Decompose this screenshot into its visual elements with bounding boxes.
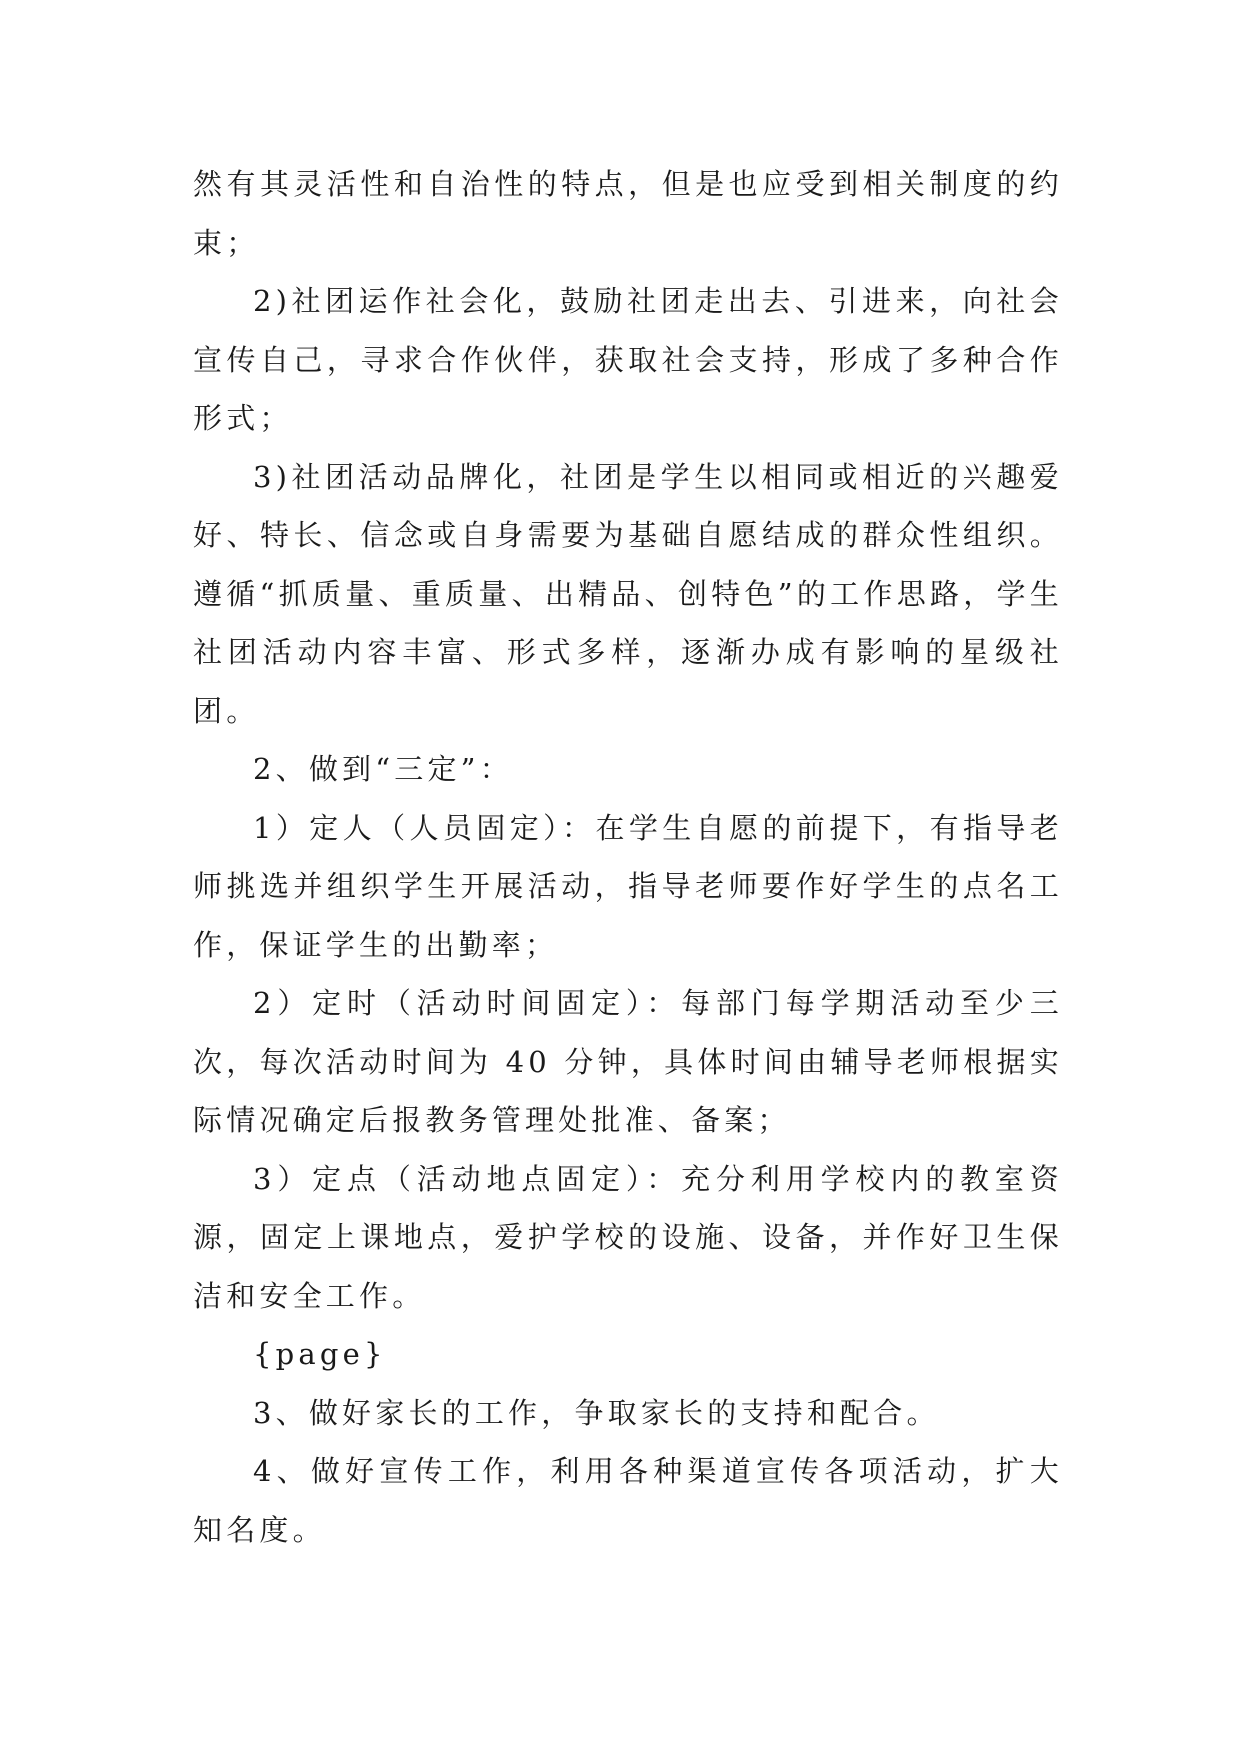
section-heading-three-fixed: 2、做到“三定”： — [253, 752, 513, 786]
paragraph-parents: 3、做好家长的工作，争取家长的支持和配合。 — [253, 1395, 940, 1430]
paragraph-1: 然有其灵活性和自治性的特点，但是也应受到相关制度的约束； — [193, 167, 1063, 260]
paragraph-2: 2)社团运作社会化，鼓励社团走出去、引进来，向社会宣传自己，寻求合作伙伴，获取社会支持，形成了多种合作形式； — [193, 284, 1063, 435]
page-marker: {page} — [253, 1337, 387, 1371]
paragraph-fixed-place: 3）定点（活动地点固定）：充分利用学校内的教室资源，固定上课地点，爱护学校的设施、设备，并作好卫生保洁和安全工作。 — [193, 1161, 1063, 1313]
paragraph-3: 3)社团活动品牌化，社团是学生以相同或相近的兴趣爱好、特长、信念或自身需要为基础自愿结成的群众性组织。遵循“抓质量、重质量、出精品、创特色”的工作思路，学生社团活动内容丰富、形式多样，逐渐办成有影响的星级社团。 — [193, 459, 1063, 728]
document-body — [193, 155, 1063, 1559]
paragraph-publicity: 4、做好宣传工作，利用各种渠道宣传各项活动，扩大知名度。 — [193, 1454, 1063, 1547]
paragraph-fixed-people: 1）定人（人员固定）：在学生自愿的前提下，有指导老师挑选并组织学生开展活动，指导老师要作好学生的点名工作，保证学生的出勤率； — [193, 810, 1063, 962]
paragraph-fixed-time: 2）定时（活动时间固定）：每部门每学期活动至少三次，每次活动时间为 40 分钟，具体时间由辅导老师根据实际情况确定后报教务管理处批准、备案； — [193, 986, 1063, 1137]
